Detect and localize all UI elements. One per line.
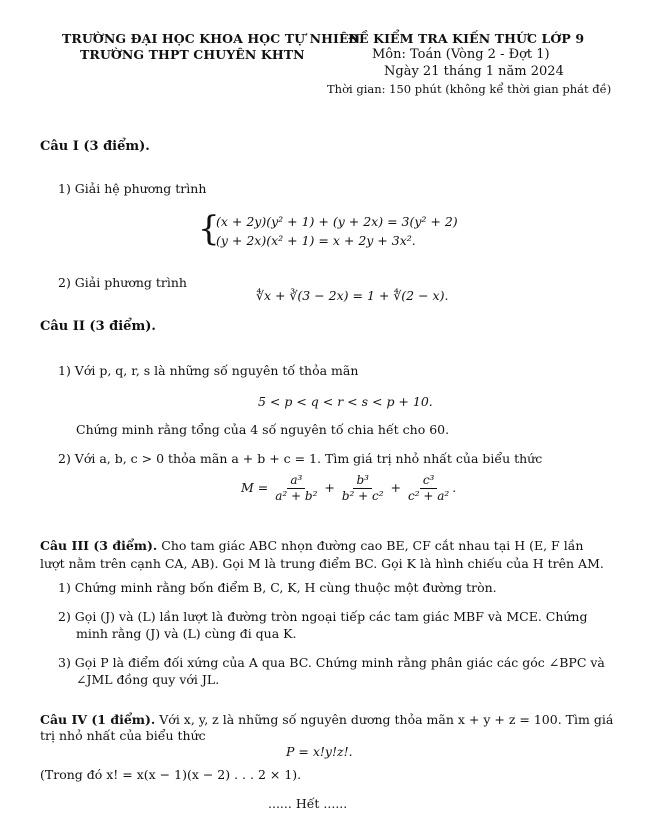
prime-inequality: 5 < p < q < r < s < p + 10. <box>258 394 433 409</box>
period: . <box>452 480 457 495</box>
school-subname: TRƯỜNG THPT CHUYÊN KHTN <box>80 47 305 62</box>
exam-title: ĐỀ KIỂM TRA KIẾN THỨC LỚP 9 <box>348 31 585 46</box>
system-eq2: (y + 2x)(x² + 1) = x + 2y + 3x². <box>216 233 416 248</box>
system-eq1: (x + 2y)(y² + 1) + (y + 2x) = 3(y² + 2) <box>216 214 458 229</box>
exam-duration: Thời gian: 150 phút (không kể thời gian phát đề) <box>327 82 612 96</box>
end-marker: ...... Hết ...... <box>268 796 348 811</box>
q3-part3-line2: ∠JML đồng quy với JL. <box>76 672 220 687</box>
fraction-a: $\frac{\text{a³}}{\text{a² + b²}}$ <box>275 473 318 503</box>
q1-part1-label: 1) Giải hệ phương trình <box>58 181 207 196</box>
plus-sign: + <box>390 480 402 495</box>
system-brace: { <box>198 209 220 249</box>
q2-part1-prove: Chứng minh rằng tổng của 4 số nguyên tố chia hết cho 60. <box>76 422 450 437</box>
question-4-intro <box>40 712 613 727</box>
question-4-title: Câu IV (1 điểm). <box>40 712 156 727</box>
school-name: TRƯỜNG ĐẠI HỌC KHOA HỌC TỰ NHIÊN <box>62 31 361 46</box>
q2-part1-text: 1) Với p, q, r, s là những số nguyên tố thỏa mãn <box>58 363 359 378</box>
plus-sign: + <box>324 480 335 495</box>
exam-date: Ngày 21 tháng 1 năm 2024 <box>384 64 564 79</box>
q4-intro-line2: trị nhỏ nhất của biểu thức <box>40 728 206 743</box>
q3-intro-line1: Cho tam giác ABC nhọn đường cao BE, CF cắt nhau tại H (E, F lần <box>161 538 584 553</box>
question-1-title: Câu I (3 điểm). <box>40 139 150 154</box>
fraction-b: $\frac{\text{b³}}{\text{b² + c²}}$ <box>341 473 384 503</box>
q3-part2-line2: minh rằng (J) và (L) cùng đi qua K. <box>76 626 297 641</box>
factorial-expression: P = x!y!z!. <box>286 744 353 759</box>
exam-subject: Môn: Toán (Vòng 2 - Đợt 1) <box>372 47 550 62</box>
question-3-intro <box>40 538 583 553</box>
question-3-title: Câu III (3 điểm). <box>40 538 158 553</box>
expression-m <box>241 473 456 504</box>
q3-part3-line1: 3) Gọi P là điểm đối xứng của A qua BC. Chứng minh rằng phân giác các góc ∠BPC và <box>58 655 605 670</box>
q2-part2-text: 2) Với a, b, c > 0 thỏa mãn a + b + c = 1. Tìm giá trị nhỏ nhất của biểu thức <box>58 451 543 466</box>
radical-equation: ∜x + ∛(3 − 2x) = 1 + ∜(2 − x). <box>256 288 449 303</box>
question-2-title: Câu II (3 điểm). <box>40 319 156 334</box>
m-lhs: M = <box>241 480 269 495</box>
q1-part2-label: 2) Giải phương trình <box>58 275 187 290</box>
q4-intro-line1: Với x, y, z là những số nguyên dương thỏa mãn x + y + z = 100. Tìm giá <box>159 712 614 727</box>
q3-part1: 1) Chứng minh rằng bốn điểm B, C, K, H cùng thuộc một đường tròn. <box>58 580 497 595</box>
fraction-c: $\frac{\text{c³}}{\text{c² + a²}}$ <box>408 473 450 503</box>
q3-intro-line2: lượt nằm trên cạnh CA, AB). Gọi M là trung điểm BC. Gọi K là hình chiếu của H trên AM. <box>40 556 604 571</box>
q3-part2-line1: 2) Gọi (J) và (L) lần lượt là đường tròn ngoại tiếp các tam giác MBF và MCE. Chứng <box>58 609 588 624</box>
factorial-note: (Trong đó x! = x(x − 1)(x − 2) . . . 2 × 1). <box>40 767 302 782</box>
